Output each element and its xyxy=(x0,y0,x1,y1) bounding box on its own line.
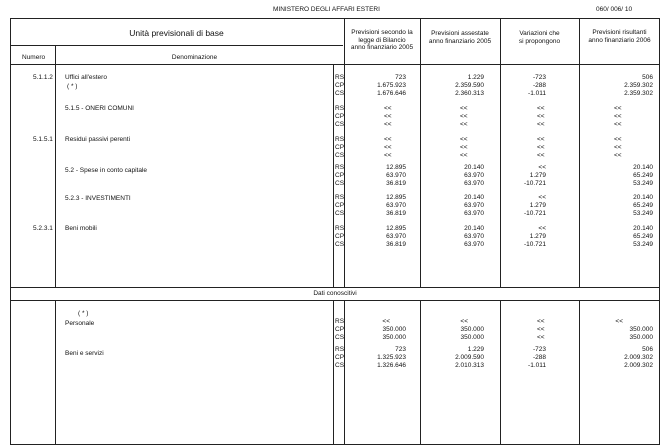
cell-value: << xyxy=(460,121,468,128)
cell-value: 1.229 xyxy=(467,346,484,353)
row-col3 xyxy=(500,194,546,218)
cell-value: << xyxy=(384,113,392,120)
cell-value: 20.140 xyxy=(633,225,653,232)
col-sep-codes xyxy=(333,64,334,287)
code-cp: CP xyxy=(335,326,345,333)
cell-value: 1.675.923 xyxy=(377,82,406,89)
row-number: 5.1.5.1 xyxy=(33,136,53,143)
cell-value: 63.970 xyxy=(464,180,484,187)
cell-value: 65.249 xyxy=(633,202,653,209)
code-cp: CP xyxy=(335,144,345,151)
unita-title: Unità previsionali di base xyxy=(129,28,224,38)
cell-value: << xyxy=(460,136,468,143)
cell-value: -1.011 xyxy=(528,90,546,97)
row-name: Residui passivi perenti xyxy=(65,136,131,143)
row-col2 xyxy=(420,346,484,370)
row-col4 xyxy=(579,194,653,218)
code-cp: CP xyxy=(335,172,345,179)
header-divider-bottom xyxy=(10,64,660,65)
cell-value: << xyxy=(615,318,623,325)
row-col4 xyxy=(614,105,622,129)
cell-value: 350.000 xyxy=(460,326,484,333)
cell-value: 20.140 xyxy=(633,164,653,171)
cell-value: << xyxy=(537,113,545,120)
code-rs: RS xyxy=(335,136,345,143)
cell-value: 53.249 xyxy=(633,210,653,217)
cell-value: 2.359.302 xyxy=(624,82,653,89)
col1-header-line: Previsioni secondo la xyxy=(351,29,413,36)
col1-header-line: legge di Bilancio xyxy=(358,36,406,44)
code-cs: CS xyxy=(335,152,345,159)
cell-value: << xyxy=(537,318,545,325)
cell-value: 36.819 xyxy=(386,210,406,217)
cell-value: 2.009.302 xyxy=(624,354,653,361)
col2-header-line: Previsioni assestate xyxy=(431,30,489,37)
row-codes xyxy=(335,225,344,249)
code-cp: CP xyxy=(335,202,345,209)
row-col3 xyxy=(537,105,545,129)
cell-value: 1.229 xyxy=(467,74,484,81)
cell-value: << xyxy=(537,121,545,128)
cell-value: 20.140 xyxy=(464,225,484,232)
cell-value: << xyxy=(538,194,546,201)
col3-header-line: Variazioni che xyxy=(519,30,560,37)
row-col3 xyxy=(500,74,546,98)
row-col1 xyxy=(344,225,406,249)
dati-title: Dati conoscitivi xyxy=(313,290,357,297)
cell-value: 36.819 xyxy=(386,180,406,187)
col4-header xyxy=(579,29,660,44)
cell-value: -10.721 xyxy=(523,241,546,248)
col4-header-line: Previsioni risultanti xyxy=(592,29,647,36)
row-col3 xyxy=(500,164,546,188)
cell-value: 12.895 xyxy=(386,164,406,171)
cell-value: << xyxy=(537,334,545,341)
cell-value: 1.325.923 xyxy=(377,354,406,361)
cell-value: << xyxy=(460,318,468,325)
cell-value: << xyxy=(384,144,392,151)
cell-value: << xyxy=(460,113,468,120)
cell-value: 2.009.302 xyxy=(624,362,653,369)
row-col4 xyxy=(579,346,653,370)
row-col1 xyxy=(384,105,392,129)
row-col1 xyxy=(344,346,406,370)
col1-header xyxy=(344,29,420,52)
row-col3 xyxy=(500,225,546,249)
cell-value: << xyxy=(460,152,468,159)
row-codes xyxy=(335,194,344,218)
cell-value: << xyxy=(384,136,392,143)
row-col4 xyxy=(579,318,653,342)
cell-value: << xyxy=(384,152,392,159)
cell-value: 506 xyxy=(642,74,653,81)
denominazione-header: Denominazione xyxy=(171,54,218,61)
cell-value: 1.279 xyxy=(529,233,546,240)
row-codes xyxy=(335,346,344,370)
code-cp: CP xyxy=(335,113,345,120)
code-cp: CP xyxy=(335,354,345,361)
cell-value: -723 xyxy=(532,74,546,81)
row-col4 xyxy=(614,136,622,160)
cell-value: 63.970 xyxy=(386,233,406,240)
cell-value: 1.279 xyxy=(529,172,546,179)
cell-value: 350.000 xyxy=(629,326,653,333)
cell-value: 20.140 xyxy=(464,164,484,171)
cell-value: << xyxy=(538,225,546,232)
cell-value: << xyxy=(537,326,545,333)
cell-value: 506 xyxy=(642,346,653,353)
code-cs: CS xyxy=(335,241,345,248)
row-col2 xyxy=(460,136,468,160)
col4-header-line: anno finanziario 2006 xyxy=(588,36,651,44)
row-name: Beni mobili xyxy=(65,225,97,232)
row-name: Personale xyxy=(65,320,95,327)
row-name: 5.2.3 - INVESTIMENTI xyxy=(65,195,131,202)
cell-value: << xyxy=(460,105,468,112)
cell-value: << xyxy=(382,318,390,325)
col-sep-numero xyxy=(55,45,56,287)
cell-value: 723 xyxy=(395,74,406,81)
code-cp: CP xyxy=(335,233,345,240)
col1-header-line: anno finanziario 2005 xyxy=(350,44,414,51)
code-cs: CS xyxy=(335,180,345,187)
col2-header-line: anno finanziario 2005 xyxy=(428,37,492,45)
row-col2 xyxy=(420,225,484,249)
cell-value: << xyxy=(614,105,622,112)
dati-col-sep-3 xyxy=(500,300,501,445)
code-rs: RS xyxy=(335,74,345,81)
code-cs: CS xyxy=(335,362,345,369)
row-number: 5.1.1.2 xyxy=(33,74,53,81)
cell-value: << xyxy=(537,136,545,143)
code-cs: CS xyxy=(335,121,345,128)
row-col1 xyxy=(384,136,392,160)
cell-value: 53.249 xyxy=(633,180,653,187)
row-col2 xyxy=(420,164,484,188)
cell-value: -1.011 xyxy=(528,362,546,369)
cell-value: 2.360.313 xyxy=(455,90,484,97)
dati-bottom-line xyxy=(10,300,660,301)
row-col4 xyxy=(579,74,653,98)
numero-header: Numero xyxy=(22,54,46,61)
cell-value: 63.970 xyxy=(386,172,406,179)
cell-value: 65.249 xyxy=(633,233,653,240)
cell-value: 63.970 xyxy=(464,202,484,209)
cell-value: << xyxy=(460,144,468,151)
cell-value: 350.000 xyxy=(382,334,406,341)
row-col2 xyxy=(420,74,484,98)
row-col2 xyxy=(420,318,484,342)
page-reference: 060/ 006/ 10 xyxy=(596,6,633,13)
row-name: Beni e servizi xyxy=(65,350,104,357)
header-divider-mid xyxy=(10,45,343,46)
cell-value: 2.359.302 xyxy=(624,90,653,97)
row-number: 5.2.3.1 xyxy=(33,225,53,232)
cell-value: << xyxy=(614,152,622,159)
dati-note: ( * ) xyxy=(78,310,89,317)
row-codes xyxy=(335,164,344,188)
dati-top-line xyxy=(10,287,660,288)
cell-value: 63.970 xyxy=(386,202,406,209)
code-cs: CS xyxy=(335,90,345,97)
row-col4 xyxy=(579,225,653,249)
cell-value: 723 xyxy=(395,346,406,353)
row-codes xyxy=(335,136,344,160)
cell-value: -10.721 xyxy=(523,210,546,217)
code-cp: CP xyxy=(335,82,345,89)
cell-value: 2.009.590 xyxy=(455,354,484,361)
row-col3 xyxy=(500,346,546,370)
code-cs: CS xyxy=(335,334,345,341)
row-col3 xyxy=(537,136,545,160)
code-rs: RS xyxy=(335,346,345,353)
cell-value: 63.970 xyxy=(464,172,484,179)
cell-value: 20.140 xyxy=(464,194,484,201)
cell-value: << xyxy=(538,164,546,171)
cell-value: 53.249 xyxy=(633,241,653,248)
row-name: 5.2 - Spese in conto capitale xyxy=(65,167,148,174)
dati-col-sep-codes xyxy=(333,300,334,445)
col3-header-line: si propongono xyxy=(518,37,561,45)
cell-value: 2.359.590 xyxy=(455,82,484,89)
code-rs: RS xyxy=(335,164,345,171)
row-codes xyxy=(335,318,344,342)
cell-value: 2.010.313 xyxy=(455,362,484,369)
cell-value: 350.000 xyxy=(460,334,484,341)
cell-value: 12.895 xyxy=(386,194,406,201)
row-note: ( * ) xyxy=(67,83,78,90)
cell-value: 65.249 xyxy=(633,172,653,179)
code-rs: RS xyxy=(335,194,345,201)
col2-header xyxy=(420,30,500,45)
code-rs: RS xyxy=(335,225,345,232)
row-codes xyxy=(335,105,344,129)
cell-value: << xyxy=(537,144,545,151)
row-col2 xyxy=(420,194,484,218)
row-col1 xyxy=(344,194,406,218)
cell-value: 63.970 xyxy=(464,241,484,248)
row-col1 xyxy=(344,74,406,98)
cell-value: 36.819 xyxy=(386,241,406,248)
code-rs: RS xyxy=(335,105,345,112)
cell-value: << xyxy=(614,121,622,128)
cell-value: -723 xyxy=(532,346,546,353)
cell-value: << xyxy=(384,121,392,128)
col3-header xyxy=(500,30,579,45)
cell-value: << xyxy=(537,152,545,159)
cell-value: -10.721 xyxy=(523,180,546,187)
code-rs: RS xyxy=(335,318,345,325)
row-col4 xyxy=(579,164,653,188)
cell-value: 63.970 xyxy=(464,210,484,217)
cell-value: 1.326.646 xyxy=(377,362,406,369)
cell-value: 350.000 xyxy=(382,326,406,333)
cell-value: 12.895 xyxy=(386,225,406,232)
cell-value: 20.140 xyxy=(633,194,653,201)
cell-value: << xyxy=(614,136,622,143)
ministry-title: MINISTERO DEGLI AFFARI ESTERI xyxy=(273,6,380,13)
dati-col-sep-numero xyxy=(55,300,56,445)
cell-value: << xyxy=(537,105,545,112)
cell-value: << xyxy=(614,113,622,120)
row-col3 xyxy=(537,318,545,342)
row-col1 xyxy=(344,164,406,188)
row-col1 xyxy=(344,318,406,342)
cell-value: -288 xyxy=(532,82,546,89)
cell-value: << xyxy=(384,105,392,112)
cell-value: 1.676.646 xyxy=(377,90,406,97)
row-name: 5.1.5 - ONERI COMUNI xyxy=(65,105,134,112)
cell-value: << xyxy=(614,144,622,151)
cell-value: -288 xyxy=(532,354,546,361)
row-name: Uffici all'estero xyxy=(65,74,107,81)
row-codes xyxy=(335,74,344,98)
cell-value: 1.279 xyxy=(529,202,546,209)
code-cs: CS xyxy=(335,210,345,217)
cell-value: 63.970 xyxy=(464,233,484,240)
row-col2 xyxy=(460,105,468,129)
cell-value: 350.000 xyxy=(629,334,653,341)
